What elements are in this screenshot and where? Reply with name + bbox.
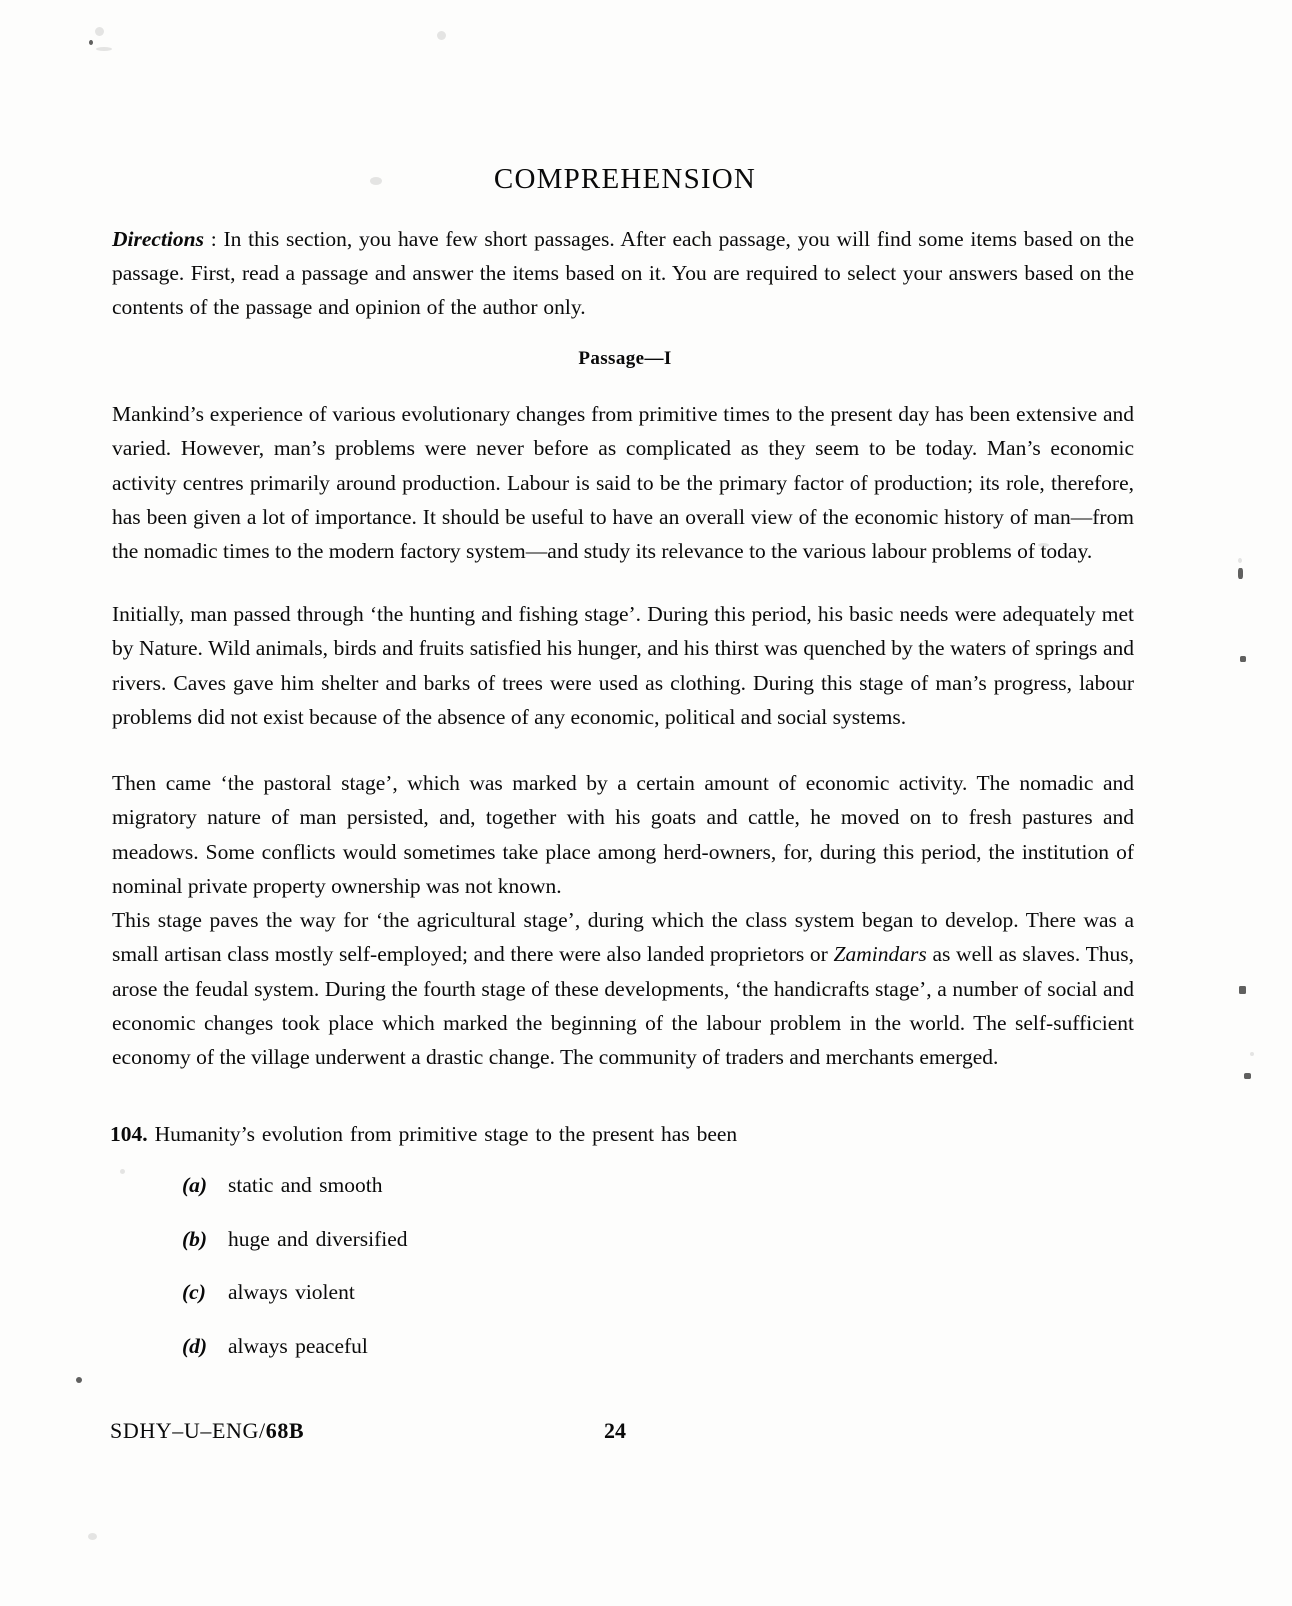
scan-speck bbox=[120, 1169, 125, 1174]
option-b-text: huge and diversified bbox=[228, 1226, 408, 1251]
option-c-text: always violent bbox=[228, 1280, 355, 1304]
option-a[interactable] bbox=[182, 1170, 982, 1224]
scan-speck bbox=[96, 47, 112, 51]
directions-paragraph bbox=[112, 222, 1134, 324]
scan-speck bbox=[1250, 1052, 1254, 1056]
page-title: COMPREHENSION bbox=[493, 163, 757, 195]
scan-speck bbox=[370, 177, 382, 185]
option-b[interactable] bbox=[182, 1224, 982, 1278]
option-a-text: static and smooth bbox=[228, 1173, 383, 1197]
option-d-label: (d) bbox=[182, 1333, 208, 1358]
emphasised-term: Zamindars bbox=[833, 942, 927, 967]
footer-page-number: 24 bbox=[604, 1418, 626, 1443]
directions-label: Directions bbox=[112, 227, 204, 251]
scan-speck bbox=[1239, 986, 1246, 994]
footer-code-suffix: 68B bbox=[265, 1418, 305, 1443]
scan-speck bbox=[1240, 656, 1246, 662]
option-d-text: always peaceful bbox=[228, 1333, 368, 1358]
question-number: 104. bbox=[110, 1122, 148, 1146]
scan-speck bbox=[437, 31, 446, 40]
footer-code-prefix: SDHY–U–ENG/ bbox=[110, 1418, 266, 1443]
option-a-label: (a) bbox=[182, 1173, 208, 1197]
footer-paper-code bbox=[110, 1418, 304, 1444]
option-b-label: (b) bbox=[182, 1226, 208, 1251]
question-stem: Humanity’s evolution from primitive stage to the present has been bbox=[154, 1122, 738, 1146]
question-104 bbox=[110, 1118, 1134, 1150]
passage-paragraph-4: This stage paves the way for ‘the agricultural stage’, during which the class system began to develop. There was a small artisan class mostly self-employed; and there were also landed proprietors or Zamindars as well as slaves. Thus, arose the feudal system. During the fourth stage of these developments, ‘the handicrafts stage’, a number of social and economic changes took place which marked the beginning of the labour problem in the world. The self-sufficient economy of the village underwent a drastic change. The community of traders and merchants emerged. bbox=[112, 908, 1134, 1070]
directions-text: : In this section, you have few short passages. After each passage, you will find some items based on the passage. First, read a passage and answer the items based on it. You are required to select your answers based on the contents of the passage and opinion of the author only. bbox=[112, 227, 1134, 319]
scan-speck bbox=[1038, 543, 1049, 547]
passage-paragraph-3: Then came ‘the pastoral stage’, which was marked by a certain amount of economic activity. The nomadic and migratory nature of man persisted, and, together with his goats and cattle, he moved on to fresh pastures and meadows. Some conflicts would sometimes take place among herd-owners, for, during this period, the institution of nominal private property ownership was not known. bbox=[112, 771, 1134, 898]
scan-speck bbox=[89, 40, 93, 45]
scan-speck bbox=[76, 1377, 82, 1383]
scan-speck bbox=[1238, 558, 1242, 563]
option-c-label: (c) bbox=[182, 1280, 206, 1304]
answer-options bbox=[182, 1170, 982, 1384]
passage-paragraph-1: Mankind’s experience of various evolutionary changes from primitive times to the present day has been extensive and varied. However, man’s problems were never before as complicated as they seem to be today. Man’s economic activity centres primarily around production. Labour is said to be the primary factor of production; its role, therefore, has been given a lot of importance. It should be useful to have an overall view of the economic history of man—from the nomadic times to the modern factory system—and study its relevance to the various labour problems of today. bbox=[112, 402, 1134, 564]
scan-speck bbox=[1238, 568, 1243, 579]
passage-heading: Passage—I bbox=[578, 348, 672, 369]
option-c[interactable] bbox=[182, 1277, 982, 1331]
option-d[interactable] bbox=[182, 1331, 982, 1385]
passage-paragraph-2: Initially, man passed through ‘the hunting and fishing stage’. During this period, his basic needs were adequately met by Nature. Wild animals, birds and fruits satisfied his hunger, and his thirst was quenched by the waters of springs and rivers. Caves gave him shelter and barks of trees were used as clothing. During this stage of man’s progress, labour problems did not exist because of the absence of any economic, political and social systems. bbox=[112, 602, 1134, 729]
scan-speck bbox=[88, 1533, 97, 1540]
scan-speck bbox=[95, 27, 104, 36]
scan-speck bbox=[1244, 1073, 1251, 1079]
